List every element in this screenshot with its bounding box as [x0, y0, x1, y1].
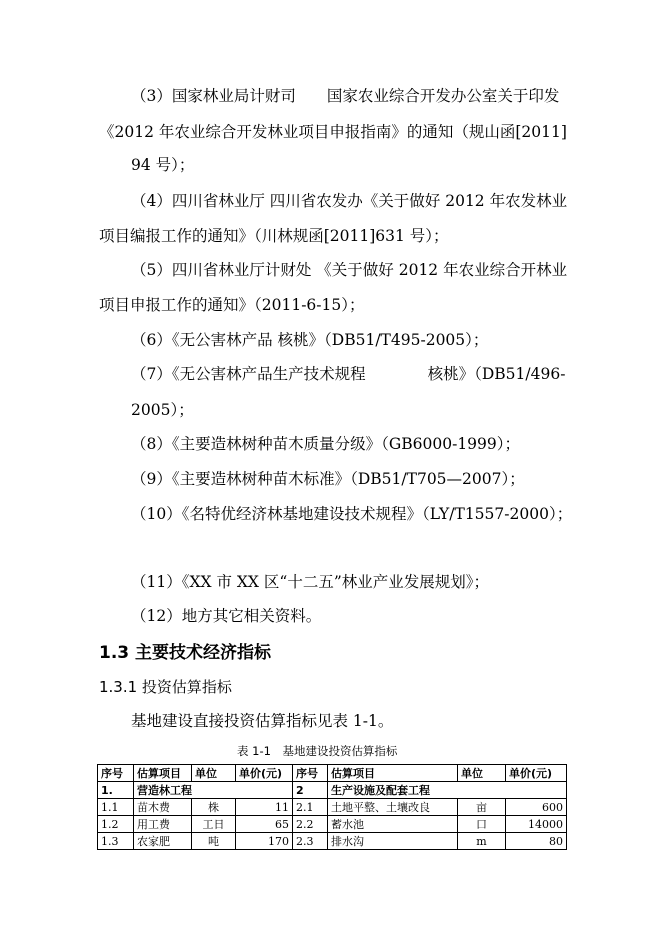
table-cell: 80	[506, 833, 567, 850]
table-cell: 2.2	[293, 816, 328, 833]
ref-line-2: 《2012 年农业综合开发林业项目申报指南》的通知（规山函[2011]	[99, 123, 567, 141]
table-row	[98, 799, 567, 816]
column-header: 单位	[458, 765, 506, 782]
table-cell: 2	[293, 782, 328, 799]
investment-table	[97, 764, 567, 850]
table-cell: 苗木费	[134, 799, 192, 816]
table-cell: 65	[236, 816, 293, 833]
ref-line-9: （7）《无公害林产品生产技术规程 核桃》（DB51/496-	[131, 365, 566, 383]
ref-line-10: 2005）；	[131, 401, 194, 419]
column-header: 单价(元)	[506, 765, 567, 782]
table-cell: 农家肥	[134, 833, 192, 850]
table-cell: 营造林工程	[134, 782, 293, 799]
table-cell: 排水沟	[328, 833, 458, 850]
section-heading: 1.3 主要技术经济指标	[99, 643, 272, 663]
table-cell: m	[458, 833, 506, 850]
table-cell: 用工费	[134, 816, 192, 833]
table-cell: 蓄水池	[328, 816, 458, 833]
ref-line-4: （4）四川省林业厅 四川省农发办《关于做好 2012 年农发林业	[131, 192, 568, 210]
table-cell: 2.1	[293, 799, 328, 816]
ref-line-6: （5）四川省林业厅计财处 《关于做好 2012 年农业综合开林业	[131, 261, 568, 279]
ref-line-5: 项目编报工作的通知》（川林规函[2011]631 号）；	[99, 227, 449, 245]
table-cell: 14000	[506, 816, 567, 833]
table-cell: 吨	[192, 833, 236, 850]
ref-line-12: （9）《主要造林树种苗木标准》（DB51/T705—2007）；	[131, 470, 525, 488]
table-cell: 1.3	[98, 833, 134, 850]
table-cell: 1.2	[98, 816, 134, 833]
table-header-row	[98, 765, 567, 782]
table-cell: 2.3	[293, 833, 328, 850]
intro-paragraph: 基地建设直接投资估算指标见表 1-1。	[131, 712, 394, 730]
table-row	[98, 833, 567, 850]
table-cell: 工日	[192, 816, 236, 833]
table-cell: 1.1	[98, 799, 134, 816]
ref-line-8: （6）《无公害林产品 核桃》（DB51/T495-2005）；	[131, 331, 489, 349]
table-section-row	[98, 782, 567, 799]
table-cell: 生产设施及配套工程	[328, 782, 567, 799]
column-header: 估算项目	[134, 765, 192, 782]
subsection-heading: 1.3.1 投资估算指标	[99, 678, 232, 696]
table-cell: 土地平整、土壤改良	[328, 799, 458, 816]
table-cell: 170	[236, 833, 293, 850]
ref-line-11: （8）《主要造林树种苗木质量分级》（GB6000-1999）；	[131, 435, 521, 453]
ref-line-7: 项目申报工作的通知》（2011-6-15）；	[99, 296, 365, 314]
table-cell: 1.	[98, 782, 134, 799]
column-header: 序号	[98, 765, 134, 782]
table-cell: 11	[236, 799, 293, 816]
table-cell: 株	[192, 799, 236, 816]
column-header: 序号	[293, 765, 328, 782]
column-header: 单位	[192, 765, 236, 782]
table-cell: 亩	[458, 799, 506, 816]
table-cell: 口	[458, 816, 506, 833]
table-caption: 表 1-1 基地建设投资估算指标	[237, 744, 398, 758]
column-header: 单价(元)	[236, 765, 293, 782]
ref-line-13: （10）《名特优经济林基地建设技术规程》（LY/T1557-2000）；	[131, 505, 573, 523]
column-header: 估算项目	[328, 765, 458, 782]
ref-line-15: （12）地方其它相关资料。	[131, 607, 322, 625]
ref-line-14: （11）《XX 市 XX 区“十二五”林业产业发展规划》；	[131, 573, 489, 591]
ref-line-3: 94 号）；	[131, 156, 195, 174]
ref-line-1: （3）国家林业局计财司 国家农业综合开发办公室关于印发	[131, 87, 560, 105]
table-cell: 600	[506, 799, 567, 816]
table-row	[98, 816, 567, 833]
